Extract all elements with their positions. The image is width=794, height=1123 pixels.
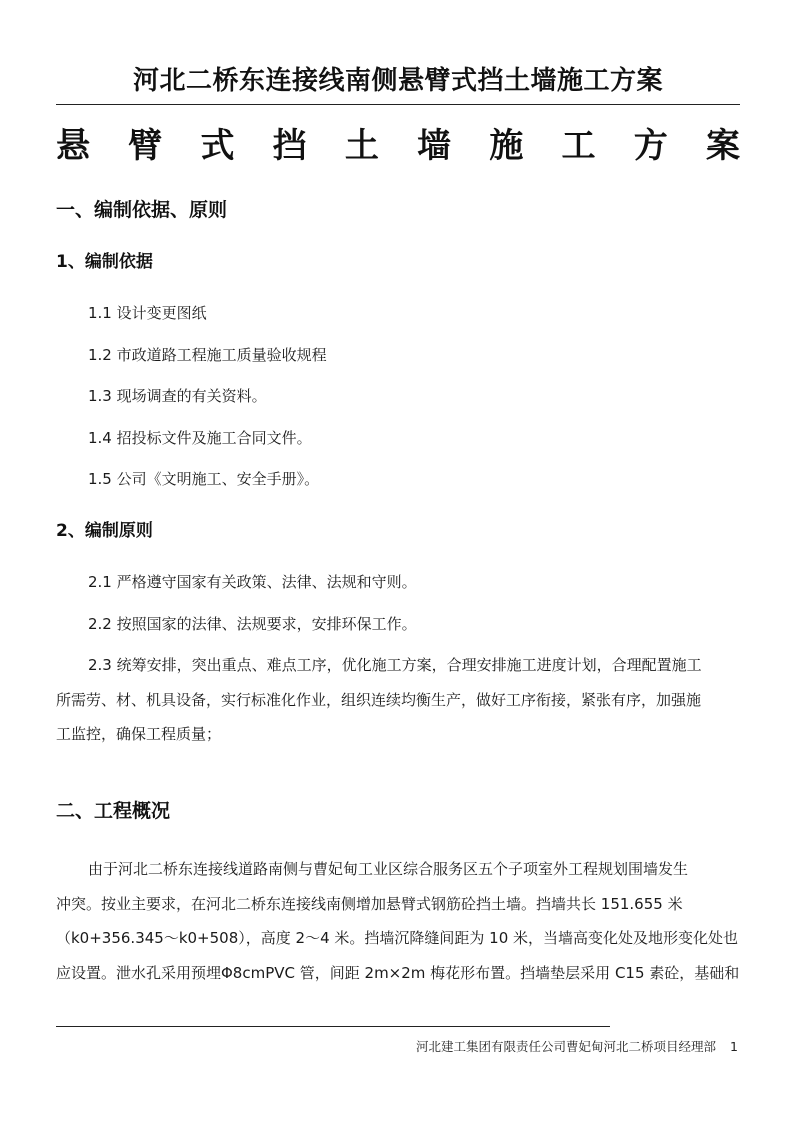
section-heading-basis: 一、编制依据、原则 — [56, 199, 228, 221]
list-item: 1.3 现场调查的有关资料。 — [88, 387, 267, 405]
main-title-char: 悬 — [56, 125, 90, 166]
paragraph-line: 所需劳、材、机具设备，实行标准化作业，组织连续均衡生产，做好工序衔接，紧张有序，加强施 — [56, 690, 702, 709]
paragraph-line: （k0+356.345～k0+508），高度 2～4 米。挡墙沉降缝间距为 10 米，当墙高变化处及地形变化处也 — [56, 929, 739, 947]
paragraph-line: 2.3 统筹安排，突出重点、难点工序，优化施工方案，合理安排施工进度计划，合理配置施工 — [88, 656, 702, 674]
list-item: 2.2 按照国家的法律、法规要求，安排环保工作。 — [88, 615, 417, 633]
main-title-char: 施 — [489, 125, 524, 166]
main-title-char: 墙 — [417, 125, 452, 166]
list-item: 1.2 市政道路工程施工质量验收规程 — [88, 346, 327, 364]
list-item: 1.5 公司《文明施工、安全手册》。 — [88, 470, 320, 488]
list-item: 1.1 设计变更图纸 — [88, 304, 207, 322]
main-title — [56, 116, 740, 168]
page-number: 1 — [730, 1039, 738, 1054]
subsection-heading-basis: 1、编制依据 — [56, 252, 153, 272]
list-item: 1.4 招投标文件及施工合同文件。 — [88, 429, 312, 447]
main-title-char: 式 — [200, 125, 235, 166]
main-title-char: 挡 — [272, 125, 307, 166]
main-title-char: 案 — [705, 125, 740, 166]
list-item: 2.1 严格遵守国家有关政策、法律、法规和守则。 — [88, 573, 417, 591]
principle-paragraph — [56, 648, 740, 752]
main-title-char: 臂 — [128, 125, 163, 166]
overview-paragraph — [56, 852, 740, 990]
paragraph-line: 应设置。泄水孔采用预埋Φ8cmPVC 管，间距 2m×2m 梅花形布置。挡墙垫层采用 C15 素砼，基础和 — [56, 963, 740, 982]
main-title-char: 工 — [561, 125, 596, 166]
paragraph-line: 冲突。按业主要求，在河北二桥东连接线南侧增加悬臂式钢筋砼挡土墙。挡墙共长 151.655 米 — [56, 894, 683, 913]
paragraph-line: 工监控，确保工程质量； — [56, 725, 222, 743]
main-title-char: 方 — [633, 125, 668, 166]
main-title-char: 土 — [344, 125, 379, 166]
subsection-heading-principles: 2、编制原则 — [56, 521, 153, 541]
running-header-title: 河北二桥东连接线南侧悬臂式挡土墙施工方案 — [132, 66, 663, 96]
page-footer — [416, 1038, 738, 1056]
footer-organization: 河北建工集团有限责任公司曹妃甸河北二桥项目经理部 — [416, 1039, 717, 1054]
paragraph-line: 由于河北二桥东连接线道路南侧与曹妃甸工业区综合服务区五个子项室外工程规划围墙发生 — [88, 860, 689, 878]
footer-divider — [56, 1026, 610, 1027]
header-divider — [56, 104, 740, 105]
section-heading-overview: 二、工程概况 — [56, 800, 171, 822]
